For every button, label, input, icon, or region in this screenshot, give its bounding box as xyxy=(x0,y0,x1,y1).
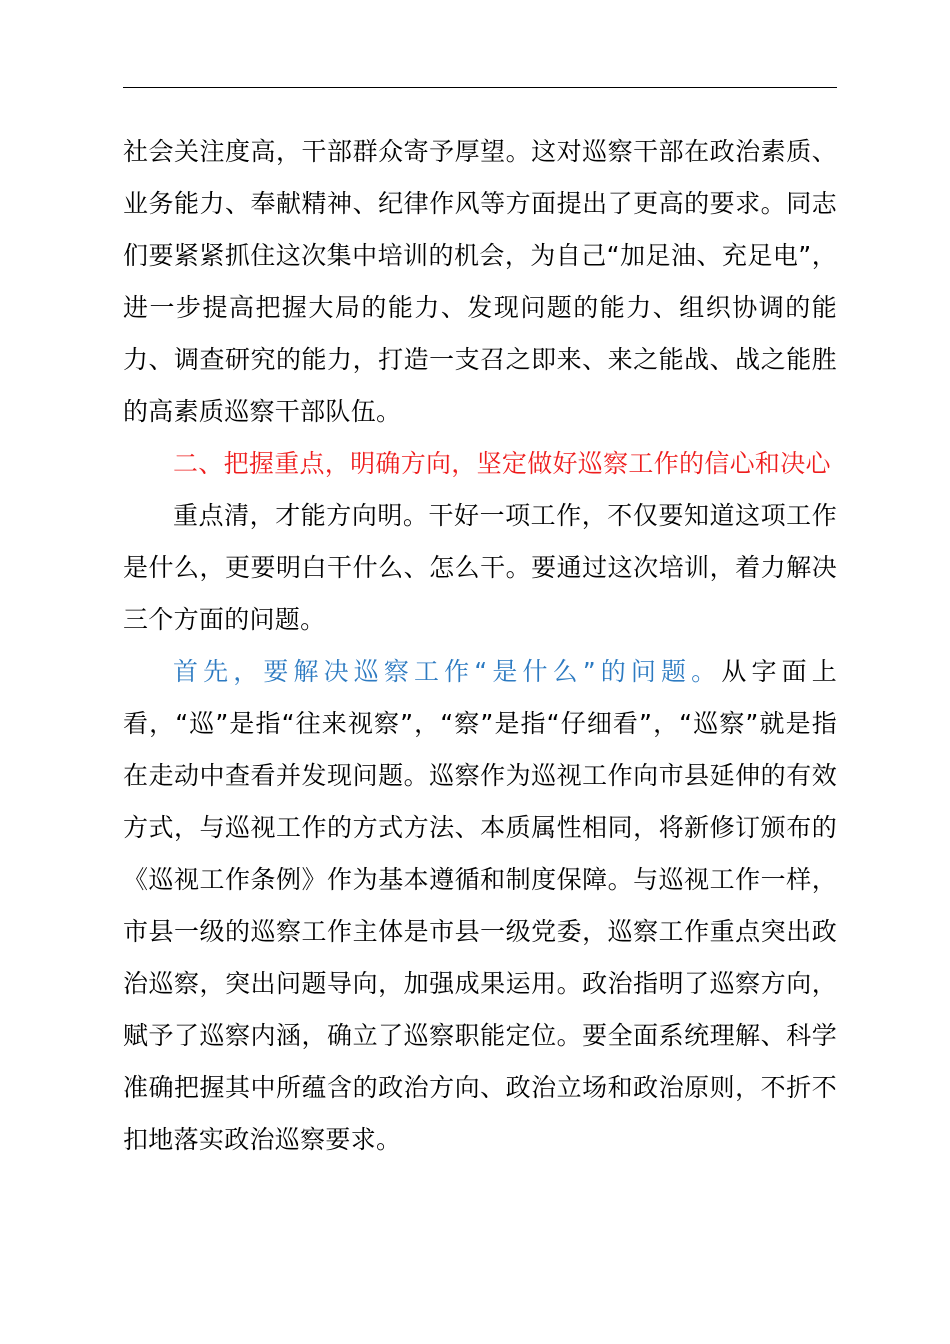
header-rule xyxy=(123,87,837,88)
paragraph-3-body: 从字面上看，“巡”是指“往来视察”，“察”是指“仔细看”，“巡察”就是指在走动中查看并发现问题。巡察作为巡视工作向市县延伸的有效方式，与巡视工作的方式方法、本质属性相同，将新修订颁布的《巡视工作条例》作为基本遵循和制度保障。与巡视工作一样，市县一级的巡察工作主体是市县一级党委，巡察工作重点突出政治巡察，突出问题导向，加强成果运用。政治指明了巡察方向，赋予了巡察内涵，确立了巡察职能定位。要全面系统理解、科学准确把握其中所蕴含的政治方向、政治立场和政治原则，不折不扣地落实政治巡察要求。 xyxy=(123,657,837,1154)
paragraph-1: 社会关注度高，干部群众寄予厚望。这对巡察干部在政治素质、业务能力、奉献精神、纪律作风等方面提出了更高的要求。同志们要紧紧抓住这次集中培训的机会，为自己“加足油、充足电”，进一步提高把握大局的能力、发现问题的能力、组织协调的能力、调查研究的能力，打造一支召之即来、来之能战、战之能胜的高素质巡察干部队伍。 xyxy=(123,137,837,426)
document-body xyxy=(123,126,837,1166)
section-heading-2: 二、把握重点，明确方向，坚定做好巡察工作的信心和决心 xyxy=(173,449,831,478)
paragraph-3 xyxy=(123,646,837,1166)
paragraph-2: 重点清，才能方向明。干好一项工作，不仅要知道这项工作是什么，更要明白干什么、怎么干。要通过这次培训，着力解决三个方面的问题。 xyxy=(123,501,837,634)
paragraph-3-lead: 首先，要解决巡察工作“是什么”的问题。 xyxy=(173,657,722,686)
